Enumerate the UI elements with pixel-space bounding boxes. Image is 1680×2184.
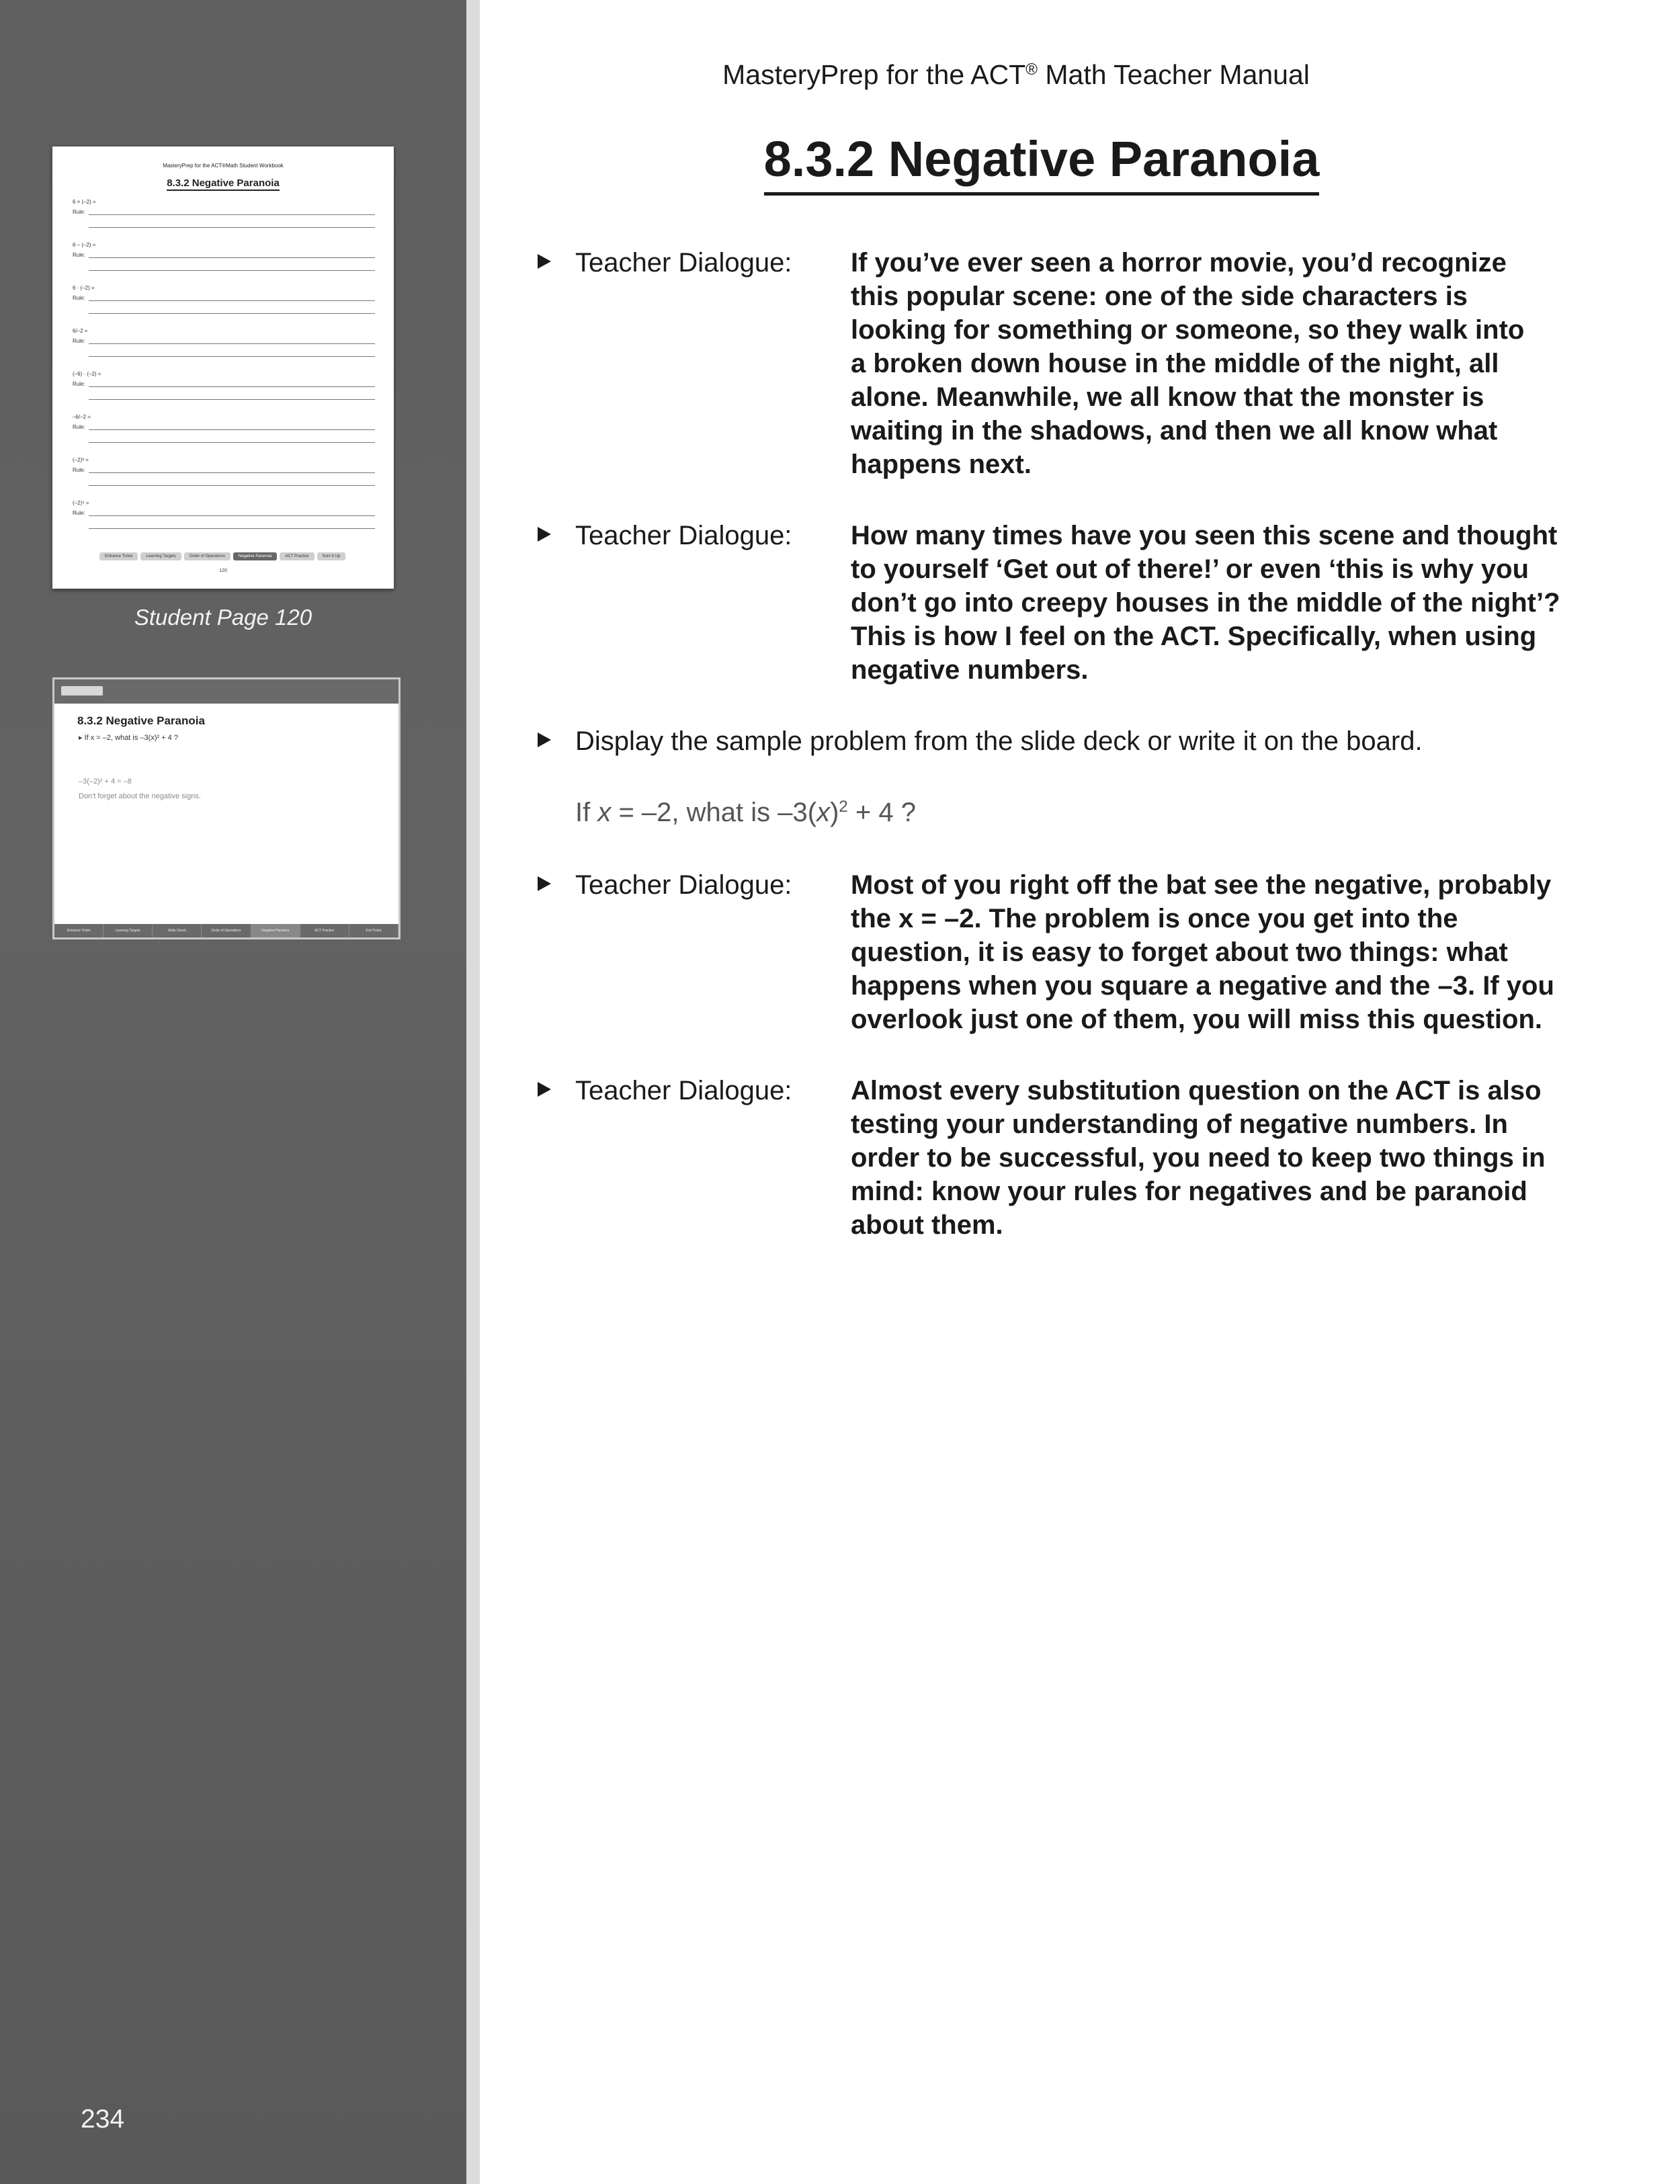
dialogue-label: Teacher Dialogue: xyxy=(575,870,792,900)
thumbnail-tab: Order of Operations xyxy=(184,552,230,560)
slide-header-bar xyxy=(54,679,398,704)
thumbnail-problem: 6 × (–2) = Rule: xyxy=(73,199,375,228)
dialogue-label: Teacher Dialogue: xyxy=(575,521,792,550)
thumbnail-tab: Sum It Up xyxy=(317,552,346,560)
slide-title: 8.3.2 Negative Paranoia xyxy=(77,714,205,727)
page-title: 8.3.2 Negative Paranoia xyxy=(764,131,1320,196)
bullet-triangle-icon xyxy=(538,732,551,747)
dialogue-text: Almost every substitution question on the ACT is also testing your understanding of negative numbers. In order to be successful, you need to keep two things in mind: know your rules for negatives and be paranoid about them. xyxy=(851,1076,1546,1240)
thumbnail-problem: (–6) · (–2) = Rule: xyxy=(73,371,375,400)
thumbnail-title: 8.3.2 Negative Paranoia xyxy=(167,177,280,191)
thumbnail-problem: 6/–2 = Rule: xyxy=(73,328,375,357)
dialogue-text: If you’ve ever seen a horror movie, you’d recognize this popular scene: one of the side characters is looking for something or someone, so they walk into a broken down house in the middle of the night, all alone. Meanwhile, we all know that the monster is waiting in the shadows, and then we all know what happens next. xyxy=(851,248,1525,479)
slide-nav-item: ACT Practice xyxy=(300,924,349,937)
thumbnail-problem: 6 – (–2) = Rule: xyxy=(73,242,375,271)
thumbnail-tab: ACT Practice xyxy=(280,552,314,560)
thumbnail-tab: Learning Targets xyxy=(140,552,181,560)
bullet-triangle-icon xyxy=(538,254,551,269)
page-number: 234 xyxy=(81,2105,125,2134)
thumbnail-header: MasteryPrep for the ACT®Math Student Workbook xyxy=(163,163,284,169)
sample-problem: If x = –2, what is $-3(x)^2 + 4$ ? xyxy=(575,798,916,827)
dialogue-text: How many times have you seen this scene and thought to yourself ‘Get out of there!’ or even ‘this is why you don’t go into creepy houses in the middle of the night’? This is how I feel on the ACT. Specifically, when using negative numbers. xyxy=(851,521,1560,685)
thumbnail-caption: Student Page 120 xyxy=(134,605,312,630)
slide-nav-item: Entrance Ticket xyxy=(54,924,103,937)
registered-mark: ® xyxy=(1025,60,1038,79)
running-header: MasteryPrep for the ACT® Math Teacher Manual xyxy=(722,59,1310,90)
thumbnail-tab-active: Negative Paranoia xyxy=(233,552,277,560)
thumbnail-problem: (–2)⁴ = Rule: xyxy=(73,500,375,529)
slide-nav-item-active: Negative Paranoia xyxy=(251,924,300,937)
bullet-triangle-icon xyxy=(538,876,551,891)
slide-nav-item: Learning Targets xyxy=(103,924,153,937)
slide-bullet: ▸ If x = –2, what is –3(x)² + 4 ? xyxy=(79,734,178,742)
thumbnail-tabs xyxy=(99,552,345,560)
thumbnail-problem: –6/–2 = Rule: xyxy=(73,414,375,443)
thumbnail-tab: Entrance Ticket xyxy=(99,552,138,560)
dialogue-label: Teacher Dialogue: xyxy=(575,1076,792,1105)
student-page-thumbnail[interactable] xyxy=(52,146,394,589)
bullet-triangle-icon xyxy=(538,527,551,542)
slide-nav-item: Skills Check xyxy=(153,924,202,937)
sidebar xyxy=(0,0,466,2184)
dialogue-label: Teacher Dialogue: xyxy=(575,248,792,278)
slide-note: Don't forget about the negative signs. xyxy=(79,792,201,800)
slide-work-line: –3(–2)² + 4 = –8 xyxy=(79,778,132,786)
thumbnail-problem: (–2)³ = Rule: xyxy=(73,457,375,486)
bullet-triangle-icon xyxy=(538,1082,551,1097)
slide-thumbnail[interactable] xyxy=(52,677,401,939)
dialogue-text: Most of you right off the bat see the negative, probably the x = –2. The problem is once you get into the question, it is easy to forget about two things: what happens when you square a negative and the –3. If you overlook just one of them, you will miss this question. xyxy=(851,870,1554,1034)
slide-nav xyxy=(54,924,398,937)
slide-nav-item: Order of Operations xyxy=(202,924,251,937)
masteryprep-logo-icon xyxy=(61,686,103,696)
instruction-text: Display the sample problem from the slide deck or write it on the board. xyxy=(575,726,1423,756)
thumbnail-page-number: 120 xyxy=(219,569,227,573)
thumbnail-problem: 6 · (–2) = Rule: xyxy=(73,285,375,314)
sidebar-edge-divider xyxy=(466,0,480,2184)
slide-nav-item: Exit Ticket xyxy=(349,924,398,937)
